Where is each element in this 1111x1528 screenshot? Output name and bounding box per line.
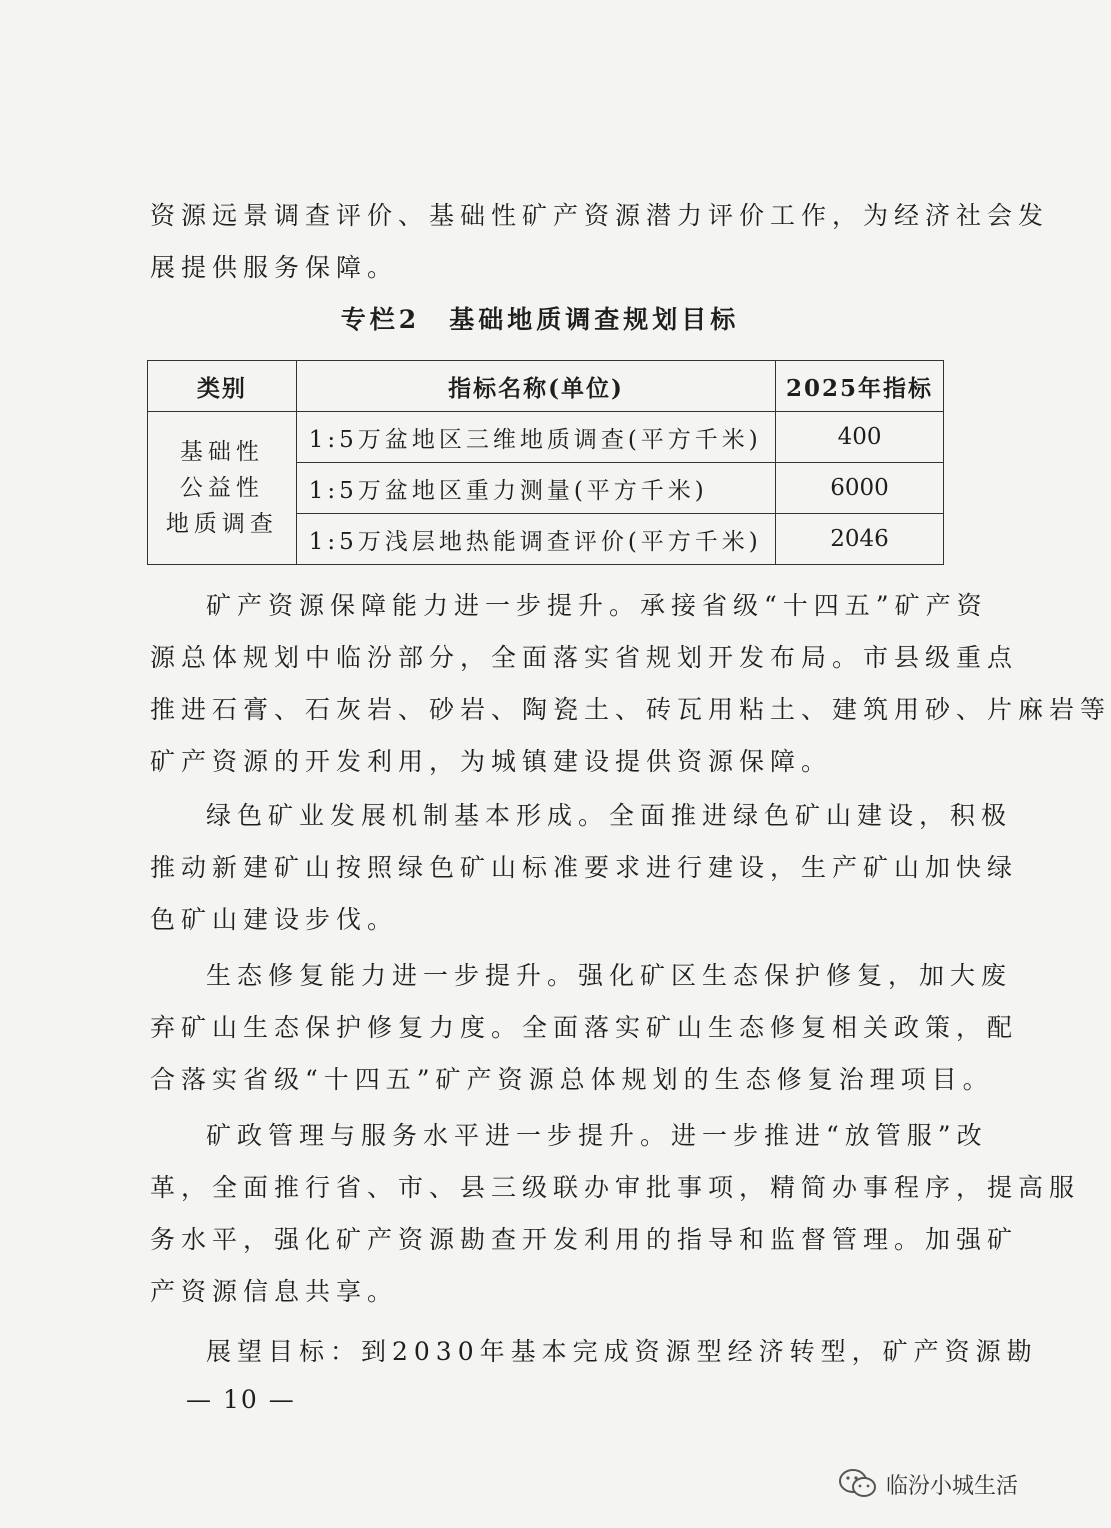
text-line: 展望目标：到2030年基本完成资源型经济转型，矿产资源勘 (206, 1337, 1038, 1366)
paragraph-intro (150, 190, 1050, 294)
header-indicator-name: 指标名称(单位) (296, 361, 775, 412)
paragraph-green-mining (150, 790, 1019, 946)
table-header-row (148, 361, 944, 412)
category-line: 公益性 (179, 475, 264, 501)
text-line: 矿产资源的开发利用，为城镇建设提供资源保障。 (150, 747, 833, 776)
geology-survey-table (147, 360, 944, 565)
text-line: 革，全面推行省、市、县三级联办审批事项，精简办事程序，提高服 (150, 1173, 1081, 1202)
text-line: 产资源信息共享。 (150, 1277, 399, 1306)
indicator-value: 400 (776, 412, 944, 463)
text-line: 合落实省级“十四五”矿产资源总体规划的生态修复治理项目。 (150, 1065, 994, 1094)
text-line: 推动新建矿山按照绿色矿山标准要求进行建设，生产矿山加快绿 (150, 853, 1019, 882)
header-2025-target: 2025年指标 (776, 361, 944, 412)
paragraph-resource-guarantee (150, 580, 1111, 788)
page-number: — 10 — (186, 1385, 296, 1414)
paragraph-outlook (150, 1326, 1038, 1378)
text-line: 矿产资源保障能力进一步提升。承接省级“十四五”矿产资 (206, 591, 988, 620)
table-row (148, 412, 944, 463)
category-line: 基础性 (179, 439, 264, 465)
text-line: 矿政管理与服务水平进一步提升。进一步推进“放管服”改 (206, 1121, 988, 1150)
indicator-name: 1:5万盆地区重力测量(平方千米) (296, 463, 775, 514)
table-caption: 专栏2 基础地质调查规划目标 (340, 305, 740, 334)
wechat-icon (838, 1467, 878, 1501)
indicator-name: 1:5万浅层地热能调查评价(平方千米) (296, 514, 775, 565)
text-line: 生态修复能力进一步提升。强化矿区生态保护修复，加大废 (206, 961, 1013, 990)
indicator-name: 1:5万盆地区三维地质调查(平方千米) (296, 412, 775, 463)
watermark-text: 临汾小城生活 (886, 1473, 1019, 1499)
header-category: 类别 (148, 361, 297, 412)
text-line: 绿色矿业发展机制基本形成。全面推进绿色矿山建设，积极 (206, 801, 1013, 830)
category-line: 地质调查 (165, 511, 278, 537)
indicator-value: 2046 (776, 514, 944, 565)
text-line: 推进石膏、石灰岩、砂岩、陶瓷土、砖瓦用粘土、建筑用砂、片麻岩等 (150, 695, 1111, 724)
text-line: 务水平，强化矿产资源勘查开发利用的指导和监督管理。加强矿 (150, 1225, 1019, 1254)
text-line: 弃矿山生态保护修复力度。全面落实矿山生态修复相关政策，配 (150, 1013, 1019, 1042)
paragraph-mining-administration (150, 1110, 1081, 1318)
text-line: 源总体规划中临汾部分，全面落实省规划开发布局。市县级重点 (150, 643, 1019, 672)
paragraph-ecological-restoration (150, 950, 1019, 1106)
text-line: 资源远景调查评价、基础性矿产资源潜力评价工作，为经济社会发 (150, 201, 1050, 230)
text-line: 展提供服务保障。 (150, 253, 399, 282)
text-line: 色矿山建设步伐。 (150, 905, 399, 934)
category-cell (148, 412, 297, 565)
watermark (838, 1464, 1018, 1504)
indicator-value: 6000 (776, 463, 944, 514)
